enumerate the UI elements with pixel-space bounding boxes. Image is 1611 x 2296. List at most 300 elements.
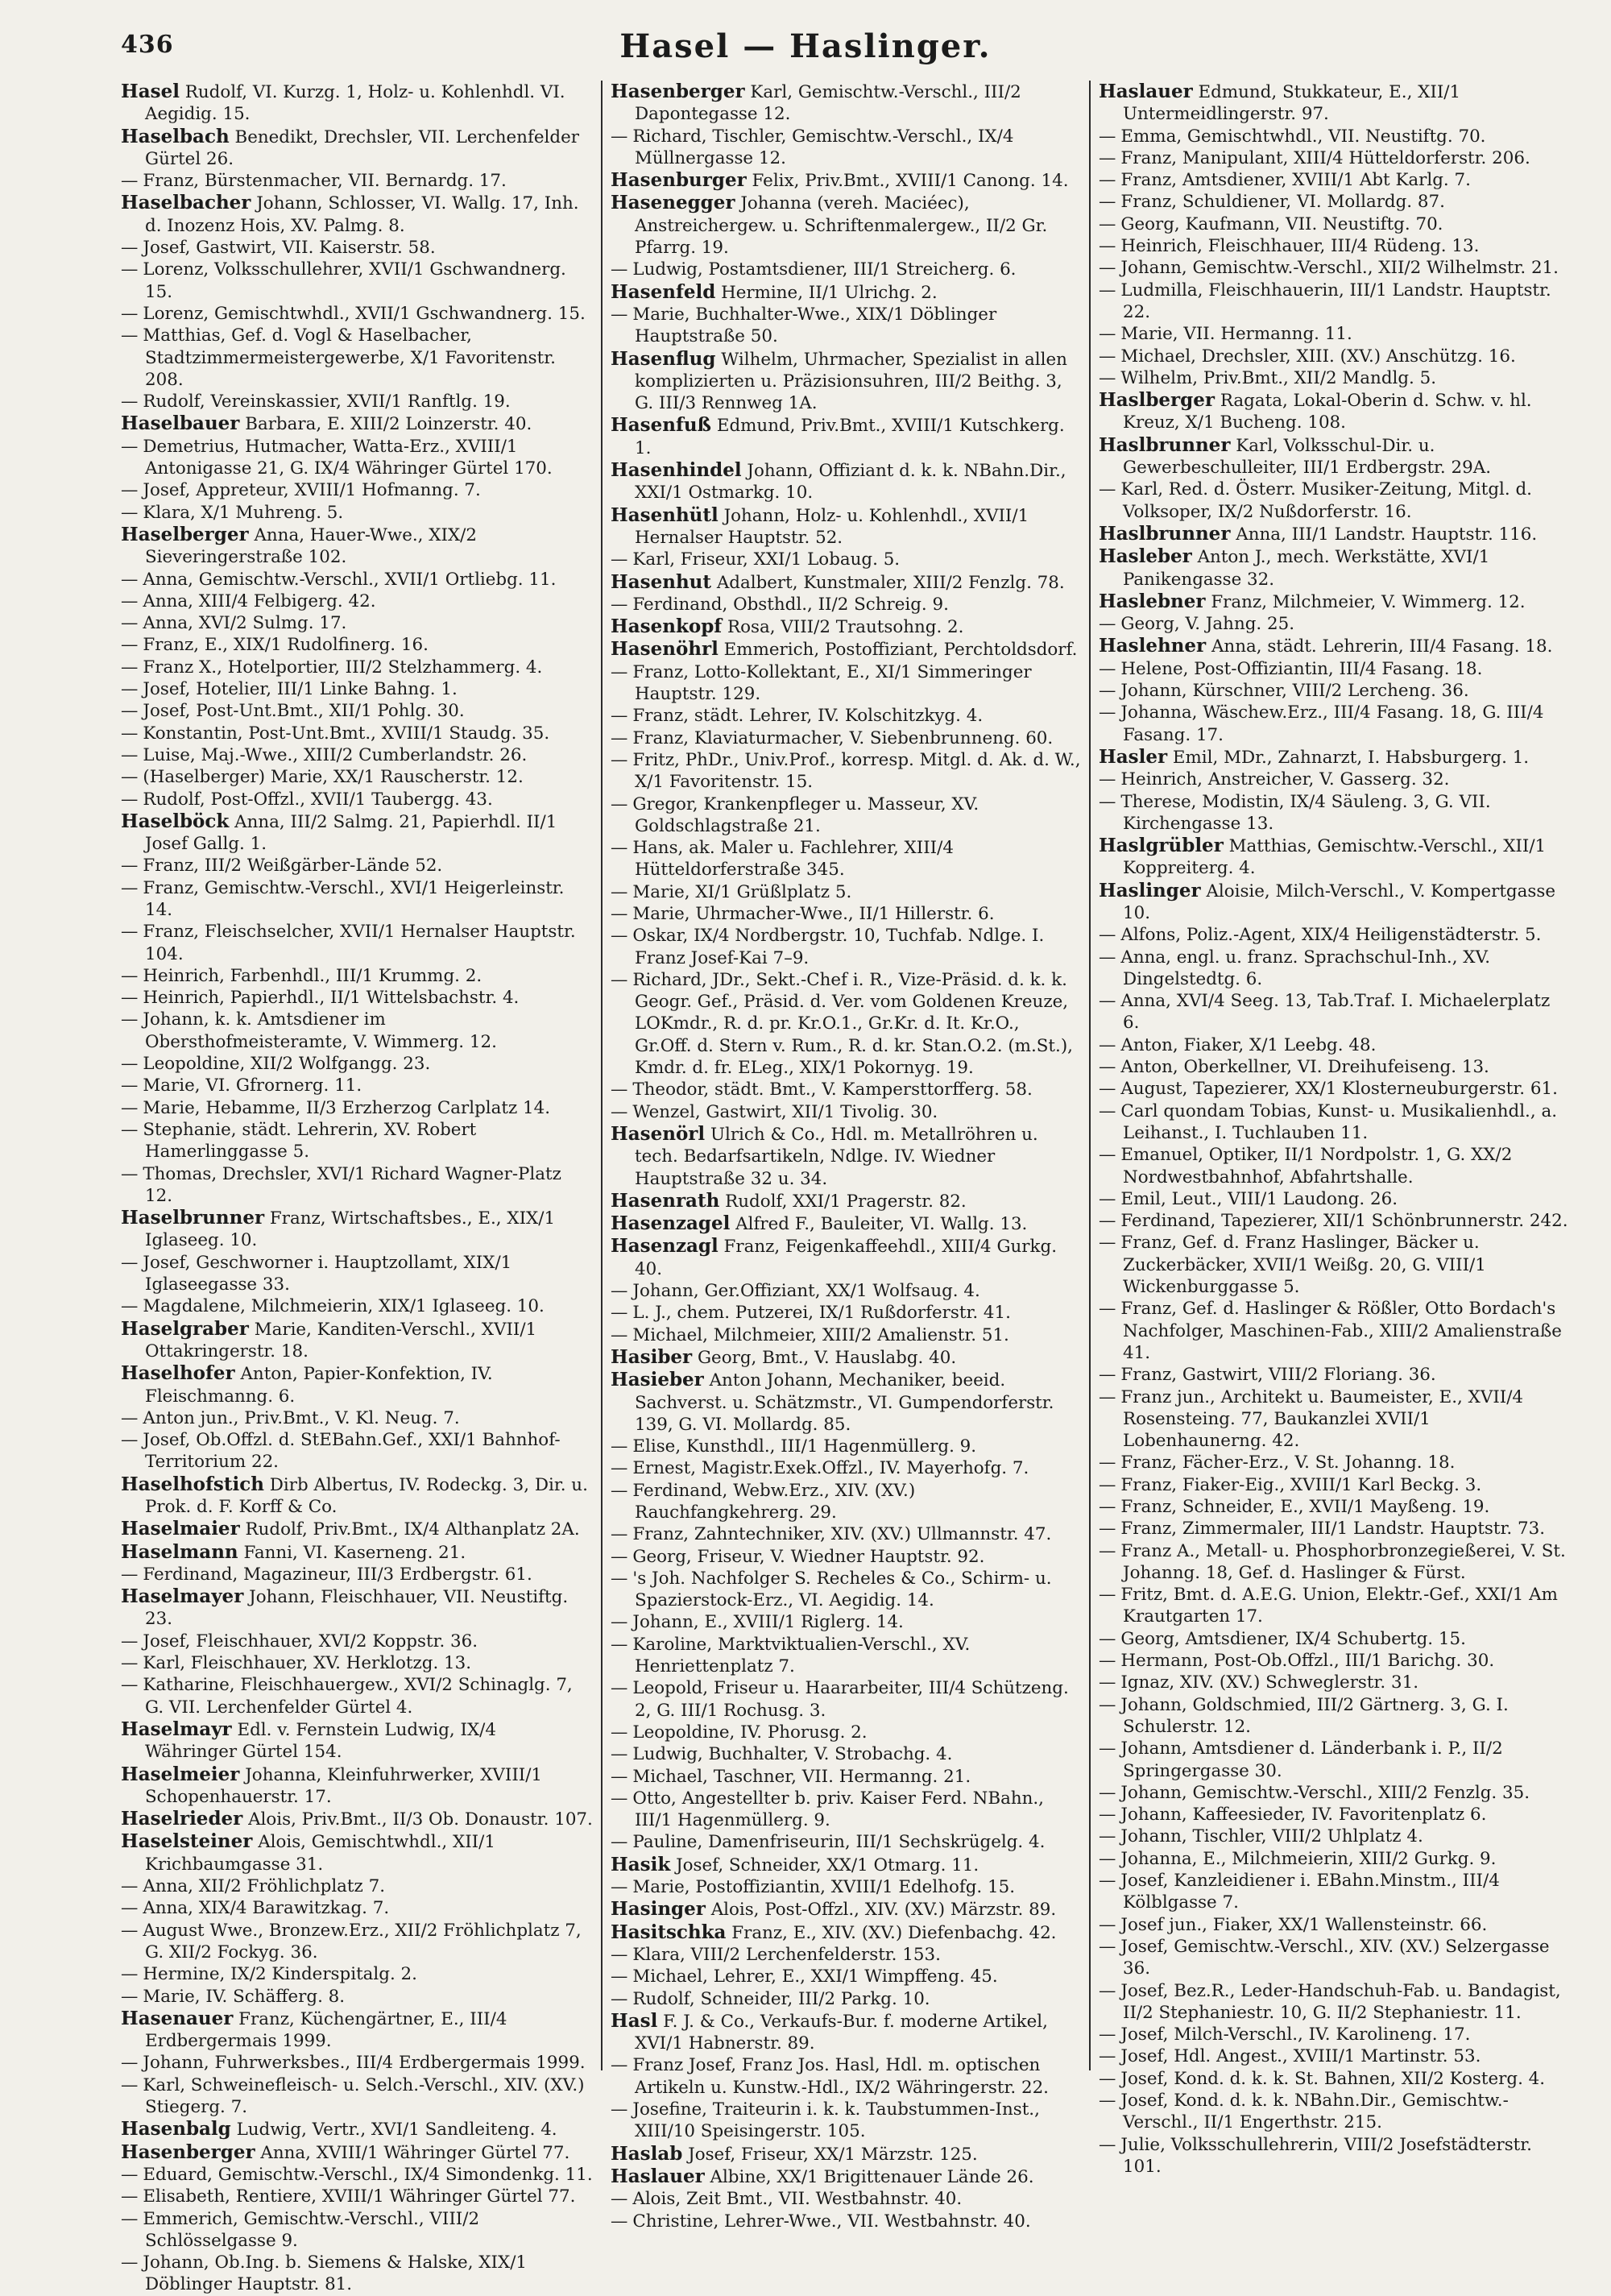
directory-entry	[1099, 479, 1569, 523]
directory-entry	[1099, 835, 1569, 880]
entry-surname: Haslab	[611, 2142, 683, 2165]
entry-dash: —	[1099, 658, 1116, 679]
entry-text: Franz, Gemischtw.-Verschl., XVI/1 Heigerleinstr. 14.	[143, 877, 565, 920]
directory-entry	[611, 881, 1081, 903]
entry-text: Rudolf, Priv.Bmt., IX/4 Althanplatz 2A.	[245, 1519, 580, 1540]
entry-dash: —	[1099, 1100, 1116, 1121]
entry-text: Karl, Schweinefleisch- u. Selch.-Verschl., XIV. (XV.) Stiegerg. 7.	[143, 2074, 585, 2118]
directory-entry	[121, 1875, 593, 1897]
entry-text: Stephanie, städt. Lehrerin, XV. Robert Hamerlinggasse 5.	[143, 1119, 477, 1163]
directory-entry	[121, 1631, 593, 1652]
entry-text: Karl, Gemischtw.-Verschl., III/2 Dapontegasse 12.	[635, 82, 1021, 125]
entry-text: Johanna, E., Milchmeierin, XIII/2 Gurkg. 9.	[1120, 1848, 1497, 1869]
directory-entry	[1099, 1518, 1569, 1540]
entry-text: Johann, Goldschmied, III/2 Gärtnerg. 3, G. I. Schulerstr. 12.	[1120, 1694, 1509, 1737]
entry-text: Franz, Schuldiener, VI. Mollardg. 87.	[1120, 192, 1445, 213]
entry-text: Anna, städt. Lehrerin, III/4 Fasang. 18.	[1211, 636, 1553, 657]
entry-surname: Haselbauer	[121, 412, 240, 435]
directory-entry	[121, 1429, 593, 1473]
directory-entry	[611, 348, 1081, 415]
directory-entry	[121, 2074, 593, 2119]
entry-text: Anton, Oberkellner, VI. Dreihufeiseng. 13.	[1120, 1057, 1489, 1078]
entry-dash: —	[121, 569, 139, 590]
directory-entry	[121, 1674, 593, 1718]
directory-entry	[1099, 1056, 1569, 1078]
directory-entry	[1099, 746, 1569, 769]
directory-entry	[1099, 924, 1569, 946]
directory-entry	[611, 259, 1081, 280]
entry-surname: Haselhofstich	[121, 1473, 264, 1495]
entry-text: Ferdinand, Webw.Erz., XIV. (XV.) Rauchfangkehrerg. 29.	[632, 1480, 916, 1523]
entry-dash: —	[121, 1407, 139, 1428]
entry-text: Franz, E., XIV. (XV.) Diefenbachg. 42.	[731, 1922, 1057, 1943]
directory-entry	[121, 81, 593, 126]
directory-entry	[1099, 2134, 1569, 2178]
directory-entry	[1099, 1078, 1569, 1100]
entry-text: Ragata, Lokal-Oberin d. Schw. v. hl. Kreuz, X/1 Bucheng. 108.	[1123, 391, 1532, 433]
column-right	[1089, 81, 1577, 2177]
directory-entry	[611, 81, 1081, 126]
entry-dash: —	[1099, 1540, 1116, 1561]
entry-dash: —	[1099, 1034, 1116, 1055]
entry-text: Anna, III/2 Salmg. 21, Papierhdl. II/1 Josef Gallg. 1.	[145, 811, 557, 855]
entry-text: Anna, Hauer-Wwe., XIX/2 Sieveringerstraße 102.	[145, 524, 477, 568]
entry-dash: —	[121, 767, 139, 788]
entry-text: Franz, Wirtschaftsbes., E., XIX/1 Iglaseeg. 10.	[145, 1208, 556, 1251]
entry-dash: —	[611, 2055, 628, 2076]
entry-text: Benedikt, Drechsler, VII. Lerchenfelder Gürtel 26.	[145, 126, 579, 169]
entry-text: Johann, Fleischhauer, VII. Neustiftg. 23.	[145, 1587, 569, 1630]
directory-entry	[1099, 1914, 1569, 1936]
entry-dash: —	[1099, 324, 1116, 345]
directory-entry	[611, 1568, 1081, 1612]
directory-entry	[1099, 1100, 1569, 1145]
directory-entry	[121, 723, 593, 744]
entry-dash: —	[121, 436, 139, 457]
entry-dash: —	[611, 1281, 628, 1302]
entry-text: Edmund, Priv.Bmt., XVIII/1 Kutschkerg. 1.	[635, 416, 1065, 458]
entry-surname: Hasenörl	[611, 1122, 706, 1145]
entry-dash: —	[1099, 681, 1116, 702]
entry-surname: Hasenkopf	[611, 615, 723, 638]
directory-entry	[1099, 1232, 1569, 1298]
entry-text: Magdalene, Milchmeierin, XIX/1 Iglaseeg. 10.	[143, 1296, 545, 1317]
entry-dash: —	[1099, 2025, 1116, 2045]
entry-text: Heinrich, Farbenhdl., III/1 Krummg. 2.	[143, 965, 482, 986]
directory-entry	[1099, 1452, 1569, 1473]
entry-surname: Haselbacher	[121, 192, 251, 214]
entry-dash: —	[1099, 925, 1116, 946]
entry-text: Alois, Post-Offzl., XIV. (XV.) Märzstr. 89.	[710, 1900, 1057, 1921]
entry-dash: —	[1099, 1914, 1116, 1935]
entry-text: Franz, Zahntechniker, XIV. (XV.) Ullmannstr. 47.	[632, 1524, 1052, 1545]
entry-text: Marie, Kanditen-Verschl., XVII/1 Ottakringerstr. 18.	[145, 1319, 537, 1361]
entry-dash: —	[611, 1988, 628, 2009]
directory-entry	[121, 170, 593, 192]
entry-dash: —	[1099, 2091, 1116, 2112]
entry-text: Emanuel, Optiker, II/1 Nordpolstr. 1, G. XX/2 Nordwestbahnhof, Abfahrtshalle.	[1120, 1145, 1513, 1187]
entry-text: Alfred F., Bauleiter, VI. Wallg. 13.	[735, 1214, 1028, 1235]
entry-text: Marie, XI/1 Grüßlplatz 5.	[632, 881, 852, 902]
entry-dash: —	[121, 2053, 139, 2074]
entry-text: Johanna, Kleinfuhrwerker, XVIII/1 Schopenhauerstr. 17.	[145, 1764, 543, 1807]
entry-text: Josef, Kanzleidiener i. EBahn.Minstm., III/4 Kölblgasse 7.	[1120, 1871, 1500, 1913]
entry-dash: —	[1099, 1826, 1116, 1847]
entry-dash: —	[611, 1967, 628, 1987]
directory-entry	[1099, 434, 1569, 479]
entry-dash: —	[611, 1480, 628, 1501]
entry-dash: —	[611, 1877, 628, 1898]
entry-dash: —	[1099, 236, 1116, 257]
entry-dash: —	[1099, 1386, 1116, 1407]
entry-dash: —	[1099, 258, 1116, 279]
directory-entry	[1099, 1496, 1569, 1518]
entry-dash: —	[611, 1832, 628, 1853]
entry-surname: Haslebner	[1099, 590, 1206, 612]
entry-dash: —	[611, 594, 628, 615]
directory-entry	[1099, 1848, 1569, 1870]
entry-text: Michael, Milchmeier, XIII/2 Amalienstr. 51.	[632, 1324, 1009, 1345]
entry-text: Hermine, II/1 Ulrichg. 2.	[721, 282, 938, 303]
entry-dash: —	[121, 1675, 139, 1696]
entry-text: Franz, E., XIX/1 Rudolfinerg. 16.	[143, 635, 429, 656]
column-middle	[601, 81, 1089, 2232]
entry-surname: Hasitschka	[611, 1921, 727, 1943]
entry-surname: Haselgraber	[121, 1317, 249, 1340]
entry-text: Anna, XIII/4 Felbigerg. 42.	[143, 591, 376, 611]
entry-dash: —	[611, 1722, 628, 1743]
entry-text: (Haselberger) Marie, XX/1 Rauscherstr. 12.	[143, 767, 524, 788]
directory-entry	[1099, 169, 1569, 191]
entry-text: Luise, Maj.-Wwe., XIII/2 Cumberlandstr. 26.	[143, 744, 528, 765]
entry-dash: —	[1099, 126, 1116, 147]
entry-dash: —	[611, 1766, 628, 1787]
directory-entry	[1099, 1364, 1569, 1386]
entry-dash: —	[121, 856, 139, 877]
entry-text: Julie, Volksschullehrerin, VIII/2 Josefstädterstr. 101.	[1120, 2134, 1532, 2177]
entry-text: Franz, Gef. d. Franz Haslinger, Bäcker u. Zuckerbäcker, XVII/1 Weißg. 20, G. VIII/1 Wickenburggasse 5.	[1120, 1233, 1486, 1298]
entry-surname: Haselmeier	[121, 1763, 240, 1785]
directory-entry	[1099, 1870, 1569, 1914]
entry-dash: —	[121, 679, 139, 700]
entry-text: Johann, Amtsdiener d. Länderbank i. P., II/2 Springergasse 30.	[1120, 1739, 1503, 1781]
entry-text: Georg, Kaufmann, VII. Neustiftg. 70.	[1120, 213, 1443, 234]
entry-dash: —	[1099, 947, 1116, 968]
entry-dash: —	[121, 1920, 139, 1941]
entry-text: Christine, Lehrer-Wwe., VII. Westbahnstr. 40.	[632, 2211, 1031, 2232]
entry-dash: —	[1099, 1694, 1116, 1715]
entry-surname: Haselmayr	[121, 1718, 232, 1740]
entry-dash: —	[611, 126, 628, 147]
entry-text: Johann, Ob.Ing. b. Siemens & Halske, XIX/1 Döblinger Hauptstr. 81.	[143, 2252, 528, 2295]
directory-entry	[121, 2008, 593, 2053]
entry-dash: —	[1099, 1672, 1116, 1693]
entry-surname: Hasenburger	[611, 169, 747, 192]
entry-text: Alois, Gemischtwhdl., XII/1 Krichbaumgasse 31.	[145, 1832, 495, 1875]
entry-text: Pauline, Damenfriseurin, III/1 Sechskrügelg. 4.	[632, 1832, 1046, 1853]
directory-entry	[611, 1212, 1081, 1235]
directory-entry	[1099, 2090, 1569, 2134]
entry-text: Marie, Buchhalter-Wwe., XIX/1 Döblinger Hauptstraße 50.	[632, 304, 997, 347]
directory-entry	[611, 969, 1081, 1079]
entry-text: Georg, Bmt., V. Hauslabg. 40.	[697, 1347, 957, 1368]
directory-entry	[611, 1235, 1081, 1280]
entry-surname: Haslinger	[1099, 879, 1201, 901]
directory-entry	[611, 2188, 1081, 2210]
entry-text: Marie, Uhrmacher-Wwe., II/1 Hillerstr. 6.	[632, 903, 995, 924]
directory-entry	[121, 2252, 593, 2296]
directory-entry	[121, 1718, 593, 1763]
entry-dash: —	[1099, 1848, 1116, 1869]
directory-entry	[121, 325, 593, 391]
entry-dash: —	[1099, 1211, 1116, 1232]
directory-entry	[121, 700, 593, 722]
directory-entry	[121, 810, 593, 856]
entry-surname: Hasenbalg	[121, 2118, 231, 2141]
entry-surname: Hasieber	[611, 1369, 704, 1391]
entry-text: Marie, IV. Schäfferg. 8.	[143, 1986, 346, 2007]
directory-entry	[121, 1830, 593, 1875]
entry-dash: —	[121, 1430, 139, 1451]
entry-surname: Haslbrunner	[1099, 522, 1231, 545]
entry-text: Anna, XII/2 Fröhlichplatz 7.	[143, 1876, 386, 1897]
directory-entry	[611, 571, 1081, 594]
entry-surname: Hasenauer	[121, 2007, 234, 2029]
entry-text: Karl, Red. d. Österr. Musiker-Zeitung, Mitgl. d. Volksoper, IX/2 Nußdorferstr. 16.	[1120, 479, 1532, 522]
entry-surname: Haselrieder	[121, 1808, 243, 1830]
directory-entry	[1099, 280, 1569, 324]
entry-dash: —	[611, 1101, 628, 1122]
entry-surname: Hasenöhrl	[611, 638, 719, 661]
entry-surname: Hasler	[1099, 745, 1168, 768]
entry-text: Johann, Offiziant d. k. k. NBahn.Dir., XXI/1 Ostmarkg. 10.	[635, 461, 1066, 504]
entry-text: Marie, VII. Hermanng. 11.	[1120, 324, 1352, 345]
entry-surname: Hasenfeld	[611, 280, 716, 303]
directory-entry	[1099, 191, 1569, 213]
directory-entry	[611, 2010, 1081, 2055]
directory-entry	[121, 591, 593, 612]
directory-entry	[121, 1473, 593, 1519]
entry-text: Franz, Schneider, E., XVII/1 Mayßeng. 19.	[1120, 1497, 1490, 1517]
entry-text: Richard, JDr., Sekt.-Chef i. R., Vize-Präsid. d. k. k. Geogr. Gef., Präsid. d. Ver. vom Goldenen Kreuze, LOKmdr., R. d. pr. Kr.O.1., Gr.Kr. d. It. Kr.O., Gr.Off. d. Stern v. Rum., R. d. kr. Stan.O.2. (m.St.), Kmdr. d. fr. ELeg., XIX/1 Pokornyg. 19.	[632, 969, 1073, 1079]
entry-surname: Hasleber	[1099, 545, 1192, 568]
directory-entry	[611, 1546, 1081, 1568]
entry-text: Johann, Gemischtw.-Verschl., XII/2 Wilhelmstr. 21.	[1120, 258, 1559, 279]
entry-text: Rosa, VIII/2 Trautsohng. 2.	[727, 617, 964, 638]
entry-text: Fanni, VI. Kaserneng. 21.	[243, 1542, 466, 1563]
entry-text: Josefine, Traiteurin i. k. k. Taubstummen-Inst., XIII/10 Speisingerstr. 105.	[632, 2099, 1040, 2142]
entry-text: Johann, Kürschner, VIII/2 Lercheng. 36.	[1120, 681, 1469, 702]
entry-text: Rudolf, Schneider, III/2 Parkg. 10.	[632, 1988, 930, 2009]
entry-dash: —	[1099, 479, 1116, 500]
directory-entry	[121, 1119, 593, 1163]
entry-dash: —	[1099, 2046, 1116, 2067]
directory-entry	[121, 1163, 593, 1208]
entry-dash: —	[121, 701, 139, 722]
directory-entry	[611, 1302, 1081, 1324]
entry-dash: —	[611, 1944, 628, 1965]
entry-dash: —	[1099, 1079, 1116, 1100]
entry-dash: —	[1099, 1739, 1116, 1759]
entry-text: Ulrich & Co., Hdl. m. Metallröhren u. tech. Bedarfsartikeln, Ndlge. IV. Wiedner Hauptstraße 32 u. 34.	[635, 1124, 1038, 1189]
directory-entry	[121, 612, 593, 634]
directory-entry	[611, 1966, 1081, 1987]
entry-text: Michael, Lehrer, E., XXI/1 Wimpffeng. 45.	[632, 1967, 998, 1987]
entry-dash: —	[121, 1075, 139, 1096]
entry-text: Josef jun., Fiaker, XX/1 Wallensteinstr. 66.	[1120, 1914, 1488, 1935]
entry-text: Josef, Milch-Verschl., IV. Karolineng. 17.	[1120, 2025, 1471, 2045]
entry-text: Hans, ak. Maler u. Fachlehrer, XIII/4 Hütteldorferstraße 345.	[632, 838, 954, 881]
directory-entry	[121, 502, 593, 524]
entry-text: Rudolf, XXI/1 Pragerstr. 82.	[725, 1191, 967, 1212]
directory-entry	[611, 126, 1081, 170]
entry-dash: —	[611, 2211, 628, 2232]
entry-dash: —	[611, 1634, 628, 1655]
entry-text: Josef, Kond. d. k. k. St. Bahnen, XII/2 Kosterg. 4.	[1120, 2068, 1546, 2089]
directory-entry	[1099, 1034, 1569, 1056]
directory-entry	[121, 2208, 593, 2252]
entry-dash: —	[611, 969, 628, 990]
directory-entry	[1099, 1694, 1569, 1739]
entry-dash: —	[1099, 147, 1116, 168]
entry-text: Franz, III/2 Weißgärber-Lände 52.	[143, 856, 443, 877]
entry-text: Johanna, Wäschew.Erz., III/4 Fasang. 18, G. III/4 Fasang. 17.	[1120, 702, 1544, 745]
entry-text: Ludwig, Postamtsdiener, III/1 Streicherg. 6.	[632, 259, 1017, 280]
directory-entry	[121, 1009, 593, 1053]
directory-entry	[121, 921, 593, 965]
directory-entry	[1099, 389, 1569, 434]
entry-text: Heinrich, Anstreicher, V. Gasserg. 32.	[1120, 769, 1450, 790]
directory-entry	[611, 1854, 1081, 1876]
entry-text: Ernest, Magistr.Exek.Offzl., IV. Mayerhofg. 7.	[632, 1458, 1029, 1479]
directory-entry	[121, 634, 593, 656]
directory-entry	[1099, 1584, 1569, 1628]
directory-entry	[121, 657, 593, 678]
directory-entry	[611, 1280, 1081, 1302]
directory-entry	[611, 2143, 1081, 2165]
entry-dash: —	[121, 259, 139, 280]
entry-surname: Haselsteiner	[121, 1830, 253, 1853]
entry-dash: —	[121, 502, 139, 523]
entry-dash: —	[121, 877, 139, 898]
entry-text: Marie, Postoffiziantin, XVIII/1 Edelhofg. 15.	[632, 1877, 1016, 1898]
entry-text: Franz, Milchmeier, V. Wimmerg. 12.	[1211, 591, 1526, 612]
entry-text: Johann, k. k. Amtsdiener im Obersthofmeisteramte, V. Wimmerg. 12.	[143, 1009, 497, 1052]
entry-dash: —	[121, 744, 139, 765]
entry-text: Adalbert, Kunstmaler, XIII/2 Fenzlg. 78.	[716, 572, 1065, 593]
entry-dash: —	[121, 1876, 139, 1897]
entry-text: Franz, Zimmermaler, III/1 Landstr. Hauptstr. 73.	[1120, 1519, 1545, 1540]
directory-entry	[1099, 2068, 1569, 2090]
directory-entry	[1099, 1144, 1569, 1188]
entry-dash: —	[611, 926, 628, 947]
entry-text: Fritz, PhDr., Univ.Prof., korresp. Mitgl. d. Ak. d. W., X/1 Favoritenstr. 15.	[632, 749, 1081, 793]
entry-text: Johann, Gemischtw.-Verschl., XIII/2 Fenzlg. 35.	[1120, 1782, 1530, 1803]
directory-entry	[1099, 81, 1569, 126]
directory-entry	[1099, 1980, 1569, 2025]
entry-text: August Wwe., Bronzew.Erz., XII/2 Fröhlichplatz 7, G. XII/2 Fockyg. 36.	[143, 1920, 582, 1962]
directory-entry	[121, 412, 593, 435]
entry-text: Johanna (vereh. Maciéec), Anstreichergew. u. Schriftenmalergew., II/2 Gr. Pfarrg. 19.	[635, 193, 1048, 259]
entry-dash: —	[1099, 1299, 1116, 1320]
entry-surname: Haslberger	[1099, 389, 1215, 412]
directory-entry	[1099, 880, 1569, 925]
directory-entry	[611, 1876, 1081, 1898]
entry-dash: —	[1099, 1782, 1116, 1803]
directory-entry	[611, 794, 1081, 838]
entry-dash: —	[611, 1324, 628, 1345]
entry-surname: Hasenberger	[611, 81, 745, 102]
entry-dash: —	[121, 480, 139, 501]
entry-dash: —	[121, 392, 139, 412]
entry-dash: —	[121, 965, 139, 986]
directory-entry	[1099, 947, 1569, 991]
entry-text: Klara, X/1 Muhreng. 5.	[143, 502, 344, 523]
directory-entry	[1099, 1936, 1569, 1980]
entry-text: Anna, III/1 Landstr. Hauptstr. 116.	[1236, 524, 1538, 545]
directory-entry	[121, 479, 593, 501]
entry-text: Ludwig, Buchhalter, V. Strobachg. 4.	[632, 1744, 953, 1765]
directory-entry	[611, 459, 1081, 504]
directory-entry	[1099, 1628, 1569, 1650]
entry-text: Elisabeth, Rentiere, XVIII/1 Währinger Gürtel 77.	[143, 2186, 576, 2207]
entry-dash: —	[121, 303, 139, 324]
directory-entry	[1099, 1540, 1569, 1585]
directory-entry	[611, 1634, 1081, 1678]
directory-entry	[611, 1743, 1081, 1765]
entry-text: Felix, Priv.Bmt., XVIII/1 Canong. 14.	[752, 171, 1069, 192]
directory-entry	[611, 615, 1081, 638]
entry-text: Leopold, Friseur u. Haararbeiter, III/4 Schützeng. 2, G. III/1 Rochusg. 3.	[632, 1678, 1069, 1721]
directory-entry	[1099, 2045, 1569, 2067]
entry-text: Leopoldine, XII/2 Wolfgangg. 23.	[143, 1054, 431, 1075]
entry-text: Ferdinand, Obsthdl., II/2 Schreig. 9.	[632, 594, 949, 615]
entry-dash: —	[121, 635, 139, 656]
entry-text: Helene, Post-Offiziantin, III/4 Fasang. 18.	[1120, 658, 1483, 679]
entry-text: Josef, Bez.R., Leder-Handschuh-Fab. u. Bandagist, II/2 Stephaniestr. 10, G. II/2 Stephaniestr. 11.	[1120, 1980, 1561, 2023]
entry-surname: Hasl	[611, 2009, 658, 2032]
entry-text: Johann, Holz- u. Kohlenhdl., XVII/1 Hernalser Hauptstr. 52.	[635, 505, 1029, 548]
entry-dash: —	[611, 1080, 628, 1100]
directory-entry	[121, 391, 593, 412]
entry-text: Anna, Gemischtw.-Verschl., XVII/1 Ortliebg. 11.	[143, 569, 557, 590]
entry-text: Franz A., Metall- u. Phosphorbronzegießerei, V. St. Johanng. 18, Gef. d. Haslinger & Fürst.	[1120, 1540, 1566, 1583]
entry-dash: —	[1099, 791, 1116, 812]
entry-text: Josef, Kond. d. k. k. NBahn.Dir., Gemischtw.-Verschl., II/1 Engerthstr. 215.	[1120, 2091, 1509, 2133]
entry-dash: —	[1099, 170, 1116, 191]
directory-entry	[611, 549, 1081, 570]
directory-entry	[1099, 1672, 1569, 1693]
entry-dash: —	[121, 1054, 139, 1075]
entry-text: Marie, VI. Gfrornerg. 11.	[143, 1075, 362, 1096]
directory-columns	[113, 81, 1579, 2295]
directory-entry	[121, 192, 593, 237]
entry-text: Josef, Friseur, XX/1 Märzstr. 125.	[688, 2144, 978, 2165]
entry-surname: Haselbach	[121, 125, 230, 147]
directory-entry	[611, 1677, 1081, 1722]
directory-entry	[1099, 702, 1569, 746]
entry-text: Michael, Taschner, VII. Hermanng. 21.	[632, 1766, 971, 1787]
directory-entry	[1099, 1386, 1569, 1453]
entry-text: Georg, Amtsdiener, IX/4 Schubertg. 15.	[1120, 1628, 1466, 1649]
entry-dash: —	[121, 2252, 139, 2273]
entry-text: Karl, Fleischhauer, XV. Herklotzg. 13.	[143, 1653, 472, 1674]
entry-surname: Hasinger	[611, 1898, 706, 1921]
entry-dash: —	[121, 1163, 139, 1184]
directory-entry	[121, 855, 593, 877]
entry-text: Anna, XVI/2 Sulmg. 17.	[143, 613, 347, 634]
entry-text: Anna, engl. u. franz. Sprachschul-Inh., XV. Dingelstedtg. 6.	[1120, 947, 1491, 989]
